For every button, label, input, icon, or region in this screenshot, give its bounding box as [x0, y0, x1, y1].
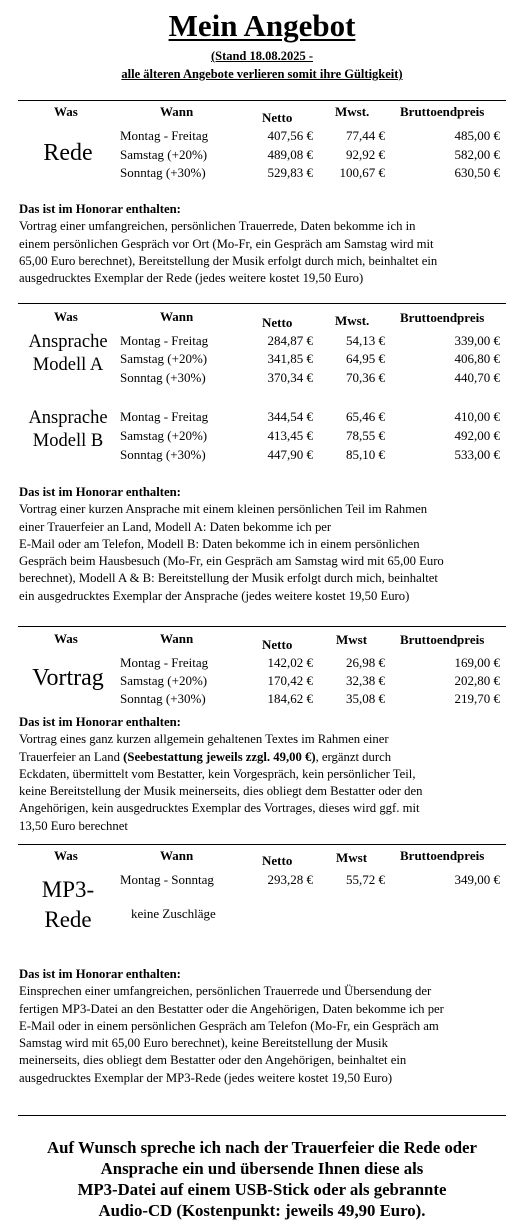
footer-line: MP3-Datei auf einem USB-Stick oder als gebrannte [77, 1180, 447, 1199]
info-line: einem persönlichen Gespräch vor Ort (Mo-Fr, ein Gespräch am Samstag wird mit [19, 236, 434, 251]
price-row-brutto: 410,00 € [454, 409, 500, 424]
included-heading: Das ist im Honorar enthalten: [19, 715, 181, 729]
section-divider [18, 100, 506, 101]
page-title: Mein Angebot [168, 8, 356, 43]
price-row-netto: 370,34 € [267, 370, 313, 385]
price-row-wann: Sonntag (+30%) [120, 165, 206, 180]
price-row-mwst: 64,95 € [346, 351, 385, 366]
validity-note: alle älteren Angebote verlieren somit ihre Gültigkeit) [121, 67, 403, 81]
product-name-line: MP3- [41, 877, 95, 902]
price-row-netto: 344,54 € [267, 409, 313, 424]
price-row-wann: Montag - Sonntag [120, 872, 214, 887]
info-line: Vortrag eines ganz kurzen allgemein gehaltenen Textes im Rahmen einer [19, 732, 389, 747]
price-row-wann: Montag - Freitag [120, 655, 209, 670]
price-row-brutto: 440,70 € [454, 370, 500, 385]
col-header-brutto: Bruttoendpreis [400, 848, 485, 863]
price-row-wann: Sonntag (+30%) [120, 447, 206, 462]
info-line: berechnet), Modell A & B: Bereitstellung der Musik erfolgt durch mich, beinhaltet [19, 571, 438, 586]
price-row-wann: Sonntag (+30%) [120, 370, 206, 385]
info-line: 65,00 Euro berechnet), Bereitstellung der Musik erfolgt durch mich, beinhaltet ein [19, 253, 438, 268]
price-row-mwst: 70,36 € [346, 370, 385, 385]
footer-line: Auf Wunsch spreche ich nach der Trauerfeier die Rede oder [47, 1138, 477, 1157]
price-row-mwst: 26,98 € [346, 655, 385, 670]
col-header-was: Was [54, 104, 78, 119]
product-name-line: Modell B [32, 431, 104, 451]
price-row-brutto: 492,00 € [454, 428, 500, 443]
price-row-mwst: 78,55 € [346, 428, 385, 443]
col-header-netto: Netto [262, 315, 293, 330]
stand-date: (Stand 18.08.2025 - [210, 49, 314, 63]
col-header-wann: Wann [160, 309, 194, 324]
col-header-brutto: Bruttoendpreis [400, 310, 485, 325]
info-line: ein ausgedrucktes Exemplar der Ansprache (jedes weitere kostet 19,50 Euro) [19, 588, 410, 603]
price-row-wann: Samstag (+20%) [120, 428, 208, 443]
price-row-brutto: 630,50 € [454, 165, 500, 180]
included-info [19, 714, 509, 835]
price-row-wann: Montag - Freitag [120, 409, 209, 424]
included-heading: Das ist im Honorar enthalten: [19, 202, 181, 216]
product-name [18, 331, 118, 377]
col-header-mwst: Mwst [336, 632, 368, 647]
info-line: Vortrag einer umfangreichen, persönlichen Trauerrede, Daten bekomme ich in [19, 219, 416, 234]
included-heading: Das ist im Honorar enthalten: [19, 485, 181, 499]
col-header-netto: Netto [262, 853, 293, 868]
col-header-wann: Wann [160, 848, 194, 863]
price-row-wann: Montag - Freitag [120, 128, 209, 143]
price-row-brutto: 485,00 € [454, 128, 500, 143]
product-name: Vortrag [32, 665, 104, 691]
price-row-netto: 447,90 € [267, 447, 313, 462]
product-name-line: Modell A [32, 355, 104, 375]
price-row-brutto: 406,80 € [454, 351, 500, 366]
col-header-brutto: Bruttoendpreis [400, 104, 485, 119]
price-row-brutto: 169,00 € [454, 655, 500, 670]
product-name: Rede [43, 140, 93, 166]
price-row-netto: 293,28 € [267, 872, 313, 887]
info-line: E-Mail oder am Telefon, Modell B: Daten bekomme ich in einem persönlichen [19, 536, 420, 551]
included-info [19, 966, 509, 1087]
col-header-brutto: Bruttoendpreis [400, 632, 485, 647]
price-row-mwst: 32,38 € [346, 673, 385, 688]
price-row-brutto: 349,00 € [454, 872, 500, 887]
price-row-mwst: 85,10 € [346, 447, 385, 462]
price-row-mwst: 77,44 € [346, 128, 385, 143]
info-line: E-Mail oder in einem persönlichen Gespräch am Telefon (Mo-Fr, ein Gespräch am [19, 1018, 439, 1033]
price-row-netto: 407,56 € [267, 128, 313, 143]
col-header-netto: Netto [262, 110, 293, 125]
col-header-was: Was [54, 631, 78, 646]
price-row-wann: Montag - Freitag [120, 333, 209, 348]
product-name-line: Ansprache [28, 332, 108, 352]
price-row-brutto: 533,00 € [454, 447, 500, 462]
col-header-mwst: Mwst. [335, 313, 370, 328]
footer-line: Ansprache ein und übersende Ihnen diese als [100, 1159, 424, 1178]
info-line: fertigen MP3-Datei an den Bestatter oder die Angehörigen, Daten bekomme ich per [19, 1001, 444, 1016]
price-row-netto: 142,02 € [267, 655, 313, 670]
product-name-line: Ansprache [28, 408, 108, 428]
col-header-wann: Wann [160, 631, 194, 646]
col-header-was: Was [54, 848, 78, 863]
price-row-wann: Samstag (+20%) [120, 147, 208, 162]
price-row-mwst: 55,72 € [346, 872, 385, 887]
included-info [19, 201, 509, 287]
price-row-netto: 170,42 € [267, 673, 313, 688]
info-line: keine Bereitstellung der Musik meinerseits, dies obliegt dem Bestatter oder den [19, 784, 423, 799]
included-heading: Das ist im Honorar enthalten: [19, 967, 181, 981]
price-row-netto: 489,08 € [267, 147, 313, 162]
product-name-line: Rede [44, 907, 92, 932]
price-row-mwst: 92,92 € [346, 147, 385, 162]
price-row-brutto: 202,80 € [454, 673, 500, 688]
section-divider [18, 1115, 506, 1116]
info-line: Vortrag einer kurzen Ansprache mit einem kleinen persönlichen Teil im Rahmen [19, 502, 428, 517]
col-header-wann: Wann [160, 104, 194, 119]
section-divider [18, 844, 506, 845]
price-row-netto: 284,87 € [267, 333, 313, 348]
price-row-wann: Samstag (+20%) [120, 673, 208, 688]
info-line: meinerseits, dies obliegt dem Bestatter oder den Angehörigen, beinhaltet ein [19, 1053, 407, 1068]
info-line: einer Trauerfeier an Land, Modell A: Daten bekomme ich per [19, 519, 332, 534]
price-row-netto: 413,45 € [267, 428, 313, 443]
col-header-mwst: Mwst [336, 850, 368, 865]
col-header-was: Was [54, 309, 78, 324]
price-row-netto: 341,85 € [267, 351, 313, 366]
info-line: Gespräch beim Hausbesuch (Mo-Fr, ein Gespräch am Samstag wird mit 65,00 Euro [19, 554, 444, 569]
section-divider [18, 626, 506, 627]
info-text: , ergänzt durch [315, 749, 392, 764]
col-header-mwst: Mwst. [335, 104, 370, 119]
info-line: Angehörigen, kein ausgedrucktes Exemplar des Vortrages, dieses wird ggf. mit [19, 801, 420, 816]
price-row-netto: 184,62 € [267, 691, 313, 706]
product-name [18, 407, 118, 453]
info-line: Eckdaten, übermittelt vom Bestatter, kein Vorgespräch, kein persönlicher Teil, [19, 766, 416, 781]
surcharge-note: keine Zuschläge [131, 906, 216, 921]
seebestattung-surcharge: (Seebestattung jeweils zzgl. 49,00 €) [123, 749, 316, 764]
price-row-brutto: 582,00 € [454, 147, 500, 162]
price-row-wann: Samstag (+20%) [120, 351, 208, 366]
info-line: 13,50 Euro berechnet [19, 818, 128, 833]
price-row-netto: 529,83 € [267, 165, 313, 180]
price-row-mwst: 100,67 € [339, 165, 385, 180]
info-line: ausgedrucktes Exemplar der Rede (jedes weitere kostet 19,50 Euro) [19, 271, 364, 286]
info-line: Einsprechen einer umfangreichen, persönlichen Trauerrede und Übersendung der [19, 984, 432, 999]
included-info [19, 484, 509, 605]
price-row-brutto: 219,70 € [454, 691, 500, 706]
footer-line: Audio-CD (Kostenpunkt: jeweils 49,90 Euro). [98, 1201, 426, 1220]
info-line [19, 749, 509, 766]
price-row-wann: Sonntag (+30%) [120, 691, 206, 706]
price-row-mwst: 65,46 € [346, 409, 385, 424]
product-name [22, 875, 114, 935]
col-header-netto: Netto [262, 637, 293, 652]
info-text: Trauerfeier an Land [19, 749, 124, 764]
price-row-mwst: 35,08 € [346, 691, 385, 706]
info-line: Samstag wird mit 65,00 Euro berechnet), keine Bereitstellung der Musik [19, 1036, 388, 1051]
section-divider [18, 303, 506, 304]
price-row-mwst: 54,13 € [346, 333, 385, 348]
price-row-brutto: 339,00 € [454, 333, 500, 348]
footer-note [0, 1137, 524, 1221]
info-line: ausgedrucktes Exemplar der MP3-Rede (jedes weitere kostet 19,50 Euro) [19, 1070, 393, 1085]
